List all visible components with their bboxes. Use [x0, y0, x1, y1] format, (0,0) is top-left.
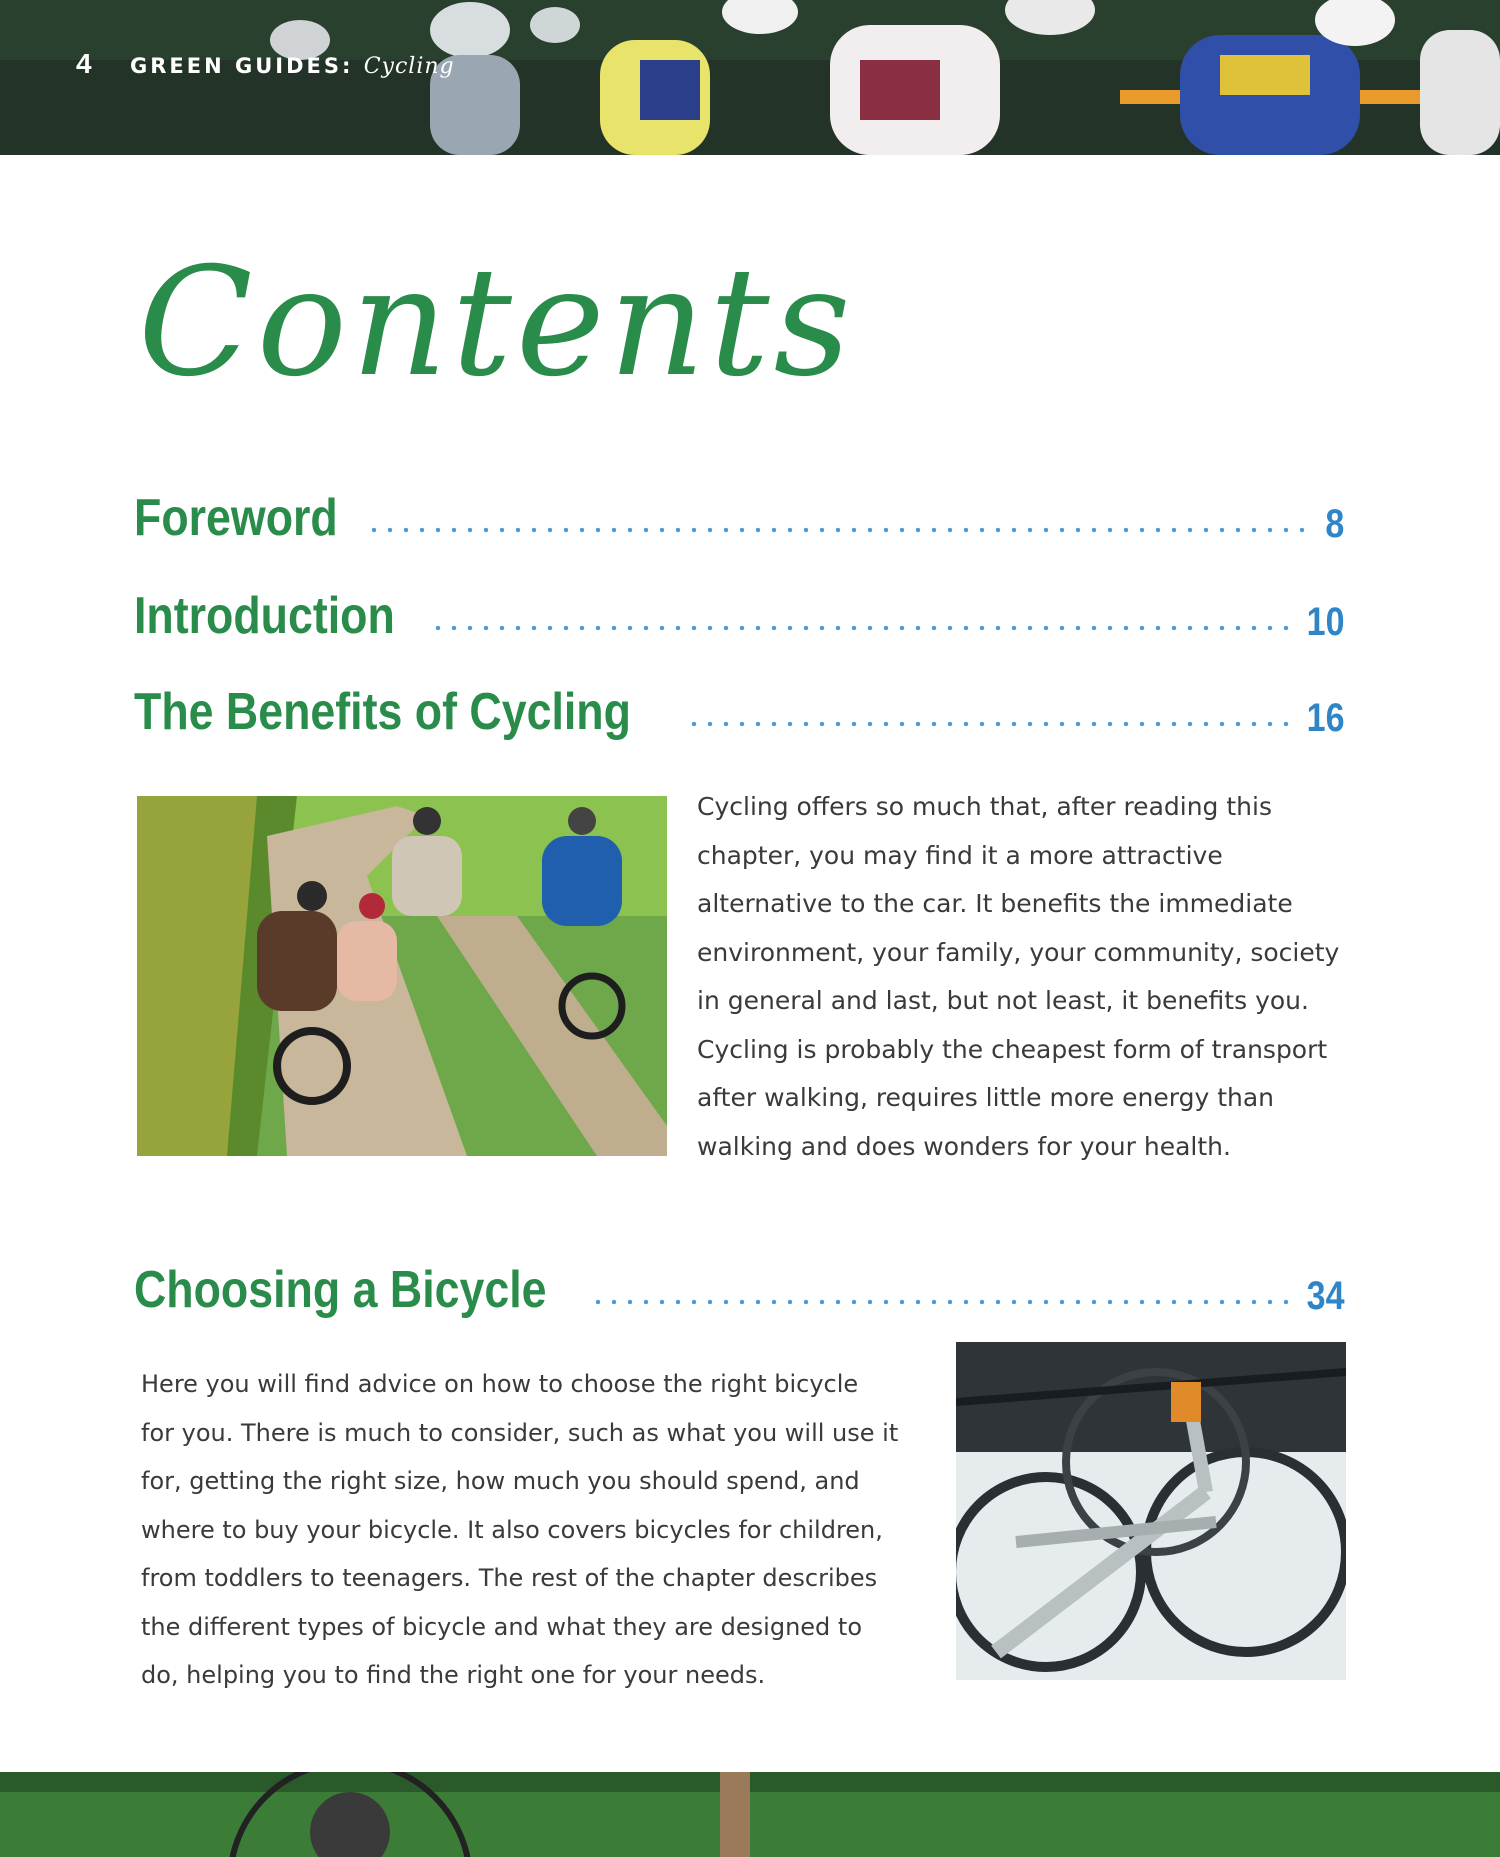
- toc-page-number: 10: [1306, 600, 1344, 644]
- toc-entry-foreword[interactable]: [134, 480, 1344, 547]
- bottom-grass-band: [0, 1772, 1500, 1857]
- text-line: for, getting the right size, how much you should spend, and: [141, 1467, 860, 1495]
- toc-label: Foreword: [134, 489, 338, 547]
- choosing-description: [141, 1360, 898, 1700]
- text-line: do, helping you to find the right one for your needs.: [141, 1661, 766, 1689]
- toc-leader-dots: [686, 720, 1290, 728]
- text-line: Here you will find advice on how to choose the right bicycle: [141, 1370, 859, 1398]
- toc-label: The Benefits of Cycling: [134, 683, 631, 741]
- toc-page-number: 34: [1306, 1274, 1344, 1318]
- toc-leader-dots: [366, 526, 1312, 534]
- toc-label: Choosing a Bicycle: [134, 1261, 547, 1319]
- toc-entry-choosing-a-bicycle[interactable]: [134, 1252, 1344, 1319]
- text-line: chapter, you may find it a more attractive: [697, 840, 1223, 870]
- parked-bicycles-photo: [956, 1342, 1346, 1680]
- text-line: in general and last, but not least, it benefits you.: [697, 986, 1309, 1015]
- toc-page-number: 8: [1325, 502, 1344, 546]
- family-cycling-photo: [137, 796, 667, 1156]
- toc-label: Introduction: [134, 587, 395, 645]
- toc-entry-benefits[interactable]: [134, 674, 1344, 741]
- text-line: from toddlers to teenagers. The rest of the chapter describes: [141, 1564, 878, 1592]
- toc-leader-dots: [430, 624, 1290, 632]
- text-line: environment, your family, your community, society: [697, 937, 1340, 967]
- text-line: walking and does wonders for your health.: [697, 1131, 1231, 1161]
- toc-leader-dots: [590, 1298, 1290, 1306]
- series-subject: Cycling: [363, 54, 455, 79]
- text-line: Cycling is probably the cheapest form of transport: [697, 1034, 1328, 1064]
- text-line: after walking, requires little more energy than: [697, 1083, 1275, 1112]
- benefits-description: [697, 783, 1339, 1171]
- text-line: Cycling offers so much that, after reading this: [697, 792, 1272, 821]
- toc-entry-introduction[interactable]: [134, 578, 1344, 645]
- running-head: [130, 54, 455, 79]
- header-banner: [0, 0, 1500, 155]
- toc-page-number: 16: [1306, 696, 1344, 740]
- text-line: where to buy your bicycle. It also covers bicycles for children,: [141, 1515, 883, 1544]
- page-number: 4: [76, 48, 92, 79]
- page-title: Contents: [138, 236, 855, 410]
- text-line: alternative to the car. It benefits the immediate: [697, 889, 1293, 918]
- text-line: for you. There is much to consider, such as what you will use it: [141, 1418, 899, 1447]
- text-line: the different types of bicycle and what they are designed to: [141, 1612, 863, 1641]
- series-title: GREEN GUIDES:: [130, 54, 364, 78]
